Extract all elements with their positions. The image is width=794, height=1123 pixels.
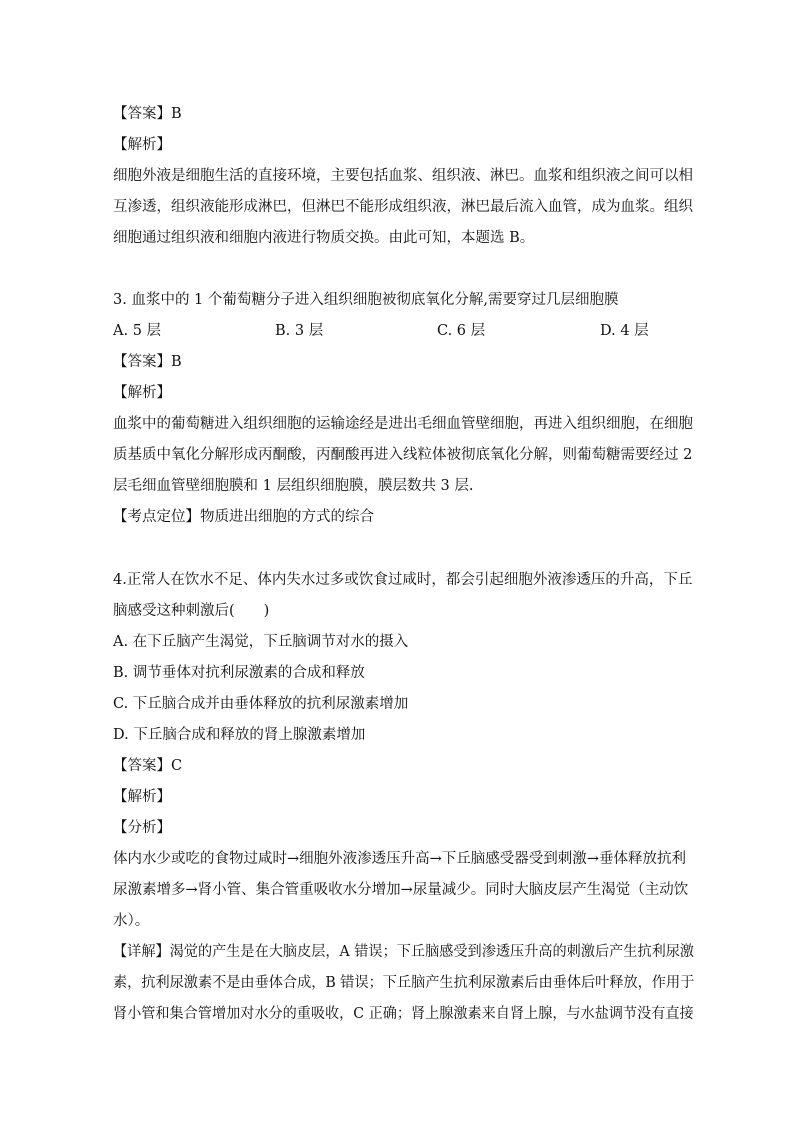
- q4-detail-line: 素，抗利尿激素不是由垂体合成，B 错误；下丘脑产生抗利尿激素后由垂体后叶释放，作用于: [113, 975, 695, 991]
- q4-analysis-line: 尿激素增多→肾小管、集合管重吸收水分增加→尿量减少。同时大脑皮层产生渴觉（主动饮: [113, 882, 689, 898]
- q3-analysis-line: 层毛细血管壁细胞膜和 1 层组织细胞膜，膜层数共 3 层.: [113, 478, 474, 494]
- q2-answer: 【答案】B: [113, 106, 182, 122]
- q3-question: 3. 血浆中的 1 个葡萄糖分子进入组织细胞被彻底氧化分解,需要穿过几层细胞膜: [113, 292, 619, 308]
- q4-answer: 【答案】C: [113, 758, 183, 774]
- q4-question-line: 4.正常人在饮水不足、体内失水过多或饮食过咸时，都会引起细胞外液渗透压的升高，下丘: [113, 572, 693, 588]
- q4-option-c: C. 下丘脑合成并由垂体释放的抗利尿激素增加: [113, 696, 409, 712]
- q4-analysis-line: 水）。: [113, 913, 150, 929]
- q3-option-c: C. 6 层: [437, 323, 486, 339]
- q4-analysis-subheading: 【分析】: [113, 820, 171, 836]
- q3-analysis-heading: 【解析】: [113, 385, 171, 401]
- q4-option-a: A. 在下丘脑产生渴觉，下丘脑调节对水的摄入: [113, 634, 409, 650]
- q2-analysis-line: 互渗透，组织液能形成淋巴，但淋巴不能形成组织液，淋巴最后流入血管，成为血浆。组织: [113, 199, 693, 215]
- q2-analysis-heading: 【解析】: [113, 137, 171, 153]
- q3-analysis-line: 血浆中的葡萄糖进入组织细胞的运输途经是进出毛细血管壁细胞，再进入组织细胞，在细胞: [113, 416, 693, 432]
- q2-analysis-line: 细胞通过组织液和细胞内液进行物质交换。由此可知，本题选 B。: [113, 230, 535, 246]
- q3-option-a: A. 5 层: [113, 323, 162, 339]
- q4-question-line: 脑感受这种刺激后( ): [113, 603, 270, 619]
- q3-answer: 【答案】B: [113, 354, 182, 370]
- q3-option-b: B. 3 层: [275, 323, 324, 339]
- q3-analysis-line: 质基质中氧化分解形成丙酮酸，丙酮酸再进入线粒体被彻底氧化分解，则葡萄糖需要经过 2: [113, 447, 693, 463]
- q3-knowledge-point: 【考点定位】物质进出细胞的方式的综合: [113, 509, 374, 525]
- q4-option-b: B. 调节垂体对抗利尿激素的合成和释放: [113, 665, 365, 681]
- q4-detail-line: 【详解】渴觉的产生是在大脑皮层，A 错误；下丘脑感受到渗透压升高的刺激后产生抗利尿激: [113, 944, 695, 960]
- q4-analysis-line: 体内水少或吃的食物过咸时→细胞外液渗透压升高→下丘脑感受器受到刺激→垂体释放抗利: [113, 851, 686, 867]
- q4-analysis-heading: 【解析】: [113, 789, 171, 805]
- q4-option-d: D. 下丘脑合成和释放的肾上腺激素增加: [113, 727, 366, 743]
- q4-detail-line: 肾小管和集合管增加对水分的重吸收，C 正确；肾上腺激素来自肾上腺，与水盐调节没有直接: [113, 1006, 694, 1022]
- q2-analysis-line: 细胞外液是细胞生活的直接环境，主要包括血浆、组织液、淋巴。血浆和组织液之间可以相: [113, 168, 693, 184]
- q3-option-d: D. 4 层: [600, 323, 649, 339]
